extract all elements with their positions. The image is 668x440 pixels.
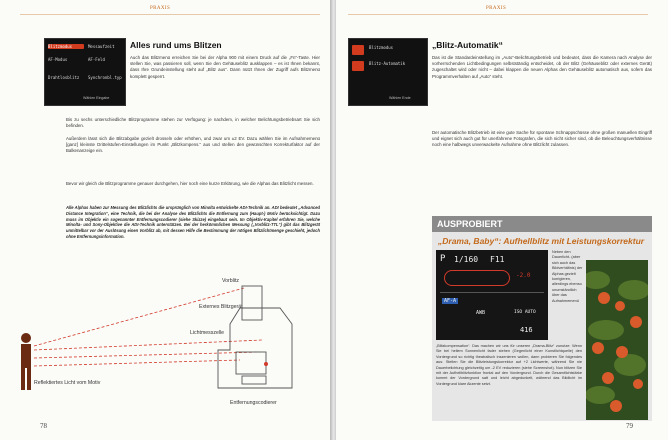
diagram-label: Reflektiertes Licht vom Motiv	[34, 380, 101, 386]
camera-shots: 416	[520, 326, 533, 334]
diagram-label: Externes Blitzgerät	[199, 304, 243, 310]
camera-mode: P	[440, 254, 446, 264]
menu-item: Drahtlosblitz	[48, 75, 80, 80]
section-heading: „Blitz-Automatik“	[432, 40, 503, 50]
tip-box	[432, 216, 652, 421]
menu-title: Blitzmodus	[369, 45, 394, 50]
diagram-label: Lichtmesszelle	[190, 330, 225, 336]
ev-scale-highlight	[444, 270, 510, 286]
menu-item: AF-Feld	[88, 57, 105, 62]
body-paragraph: Außerdem lässt sich die Blitzabgabe gezielt drosseln oder erhöhen, und zwar um ±2 EV. Dazu wählen Sie im Aufnahmemenü [ganz] kleinste Drittelstufen-Einstellungen im Punkt „Blitzkompens.“ aus und stellen den gewünschten Korrekturfaktor auf der Balkenanzeige ein.	[66, 136, 320, 154]
diagram-label: Vorblitz	[222, 278, 240, 284]
camera-aperture: F11	[490, 255, 505, 264]
page-number: 79	[626, 422, 633, 430]
tip-box-header	[432, 216, 652, 232]
menu-option: Blitz-Automatik	[369, 61, 406, 66]
info-paragraph: Alle Alphas haben zur Messung des Blitzlichts die ursprünglich von Minolta entwickelte ADI-Technik an. ADI bedeutet „Advanced Distance Integration“, eine Technik, die bei der Analyse des Blitzlichts die Entfernung zum (Haupt-) Motiv berücksichtigt. Dazu muss im Objektiv ein sogenannter Entfernungscodierer (siehe Skizze) eingebaut sein. Im Objektiv-Kapitel erfahren Sie, welche Minolta- und Sony-Objektive die ADI-Technik unterstützen. Bei der herkömmlichen Messung („Vorblitz-TTL“) gibt das Blitzgerät unmittelbar vor der Auslösung einen Vorblitz ab, mit dessen Hilfe die Bestimmung der nötigen Blitzlichtmenge geschieht, jedoch ohne Entfernungsinformation.	[66, 205, 320, 239]
header-rule	[20, 14, 320, 15]
page-number: 78	[40, 422, 47, 430]
menu-item: AF-Modus	[48, 57, 68, 62]
diagram-label: Entfernungscodierer	[230, 400, 277, 406]
menu-item: Blitzmodus	[48, 44, 84, 49]
adi-diagram	[4, 268, 328, 418]
flash-menu-screenshot	[44, 38, 126, 106]
tip-box-title: „Drama, Baby“: Aufhellblitz mit Leistungskorrektur	[438, 236, 645, 246]
body-paragraph: Der automatische Blitzbetrieb ist eine gute Sache für spontane Schnappschüsse ohne großen manuellen Eingriff und eignet sich auch gut für unerfahrene Fotografen, die sich nicht sicher sind, ob die Beleuchtungsverhältnisse noch eine halbwegs unverwackelte Aufnahme ohne Blitzlicht zulassen.	[432, 130, 652, 148]
header-rule	[348, 14, 648, 15]
menu-item: Messaufzeit	[88, 44, 115, 49]
body-paragraph: Auch das Blitzmenü erreichen Sie bei der Alpha 900 mit einem Druck auf die „Fn“-Taste. Hier stellen Sie, was passieren soll, wenn Sie den Gehäuseblitz ausklappen – es ist Ihnen bekannt, dass Ihre Grundeinstellung steht auf „Blitz aus“. Dann nützt Ihnen der Zugriff aufs Blitzmenü komplett gesperrt.	[130, 55, 320, 79]
flash-mode-icon	[352, 45, 364, 55]
running-head: PRAXIS	[150, 6, 171, 11]
box-side-text: Neben den Dauerlicht- (aber sich auch das Bildverhältnis) der Alphas gezielt korrigieren, allerdings ebenso unumständlich über das Aufnahmemenü	[552, 250, 583, 303]
auto-flash-menu-screenshot	[348, 38, 428, 106]
camera-iso: ISO AUTO	[514, 310, 536, 315]
camera-ev: -2.0	[516, 272, 531, 279]
camera-display-screenshot	[436, 250, 548, 340]
af-mode-icon: AF-A	[444, 298, 457, 304]
body-paragraph: Bis zu sechs unterschiedliche Blitzprogramme stehen zur Verfügung: je nachdem, in welcher Belichtungsbetriebsart Sie sich befinden.	[66, 117, 320, 129]
menu-footer: Wählen Ende	[389, 96, 411, 100]
apple-tree-photo	[586, 260, 648, 420]
body-paragraph: Das ist die Standardeinstellung im „Auto“-Belichtungsbetrieb und bedeutet, dass die Kamera nach Analyse der vorherrschenden Lichtbedingungen selbstständig entscheidet, ob der Blitz (Gehäuseblitz oder externes Gerät) zugeschaltet wird oder nicht – dabei klappen die neuen Alphas den Gehäuseblitz automatisch aus, sofern das Programmverhalten auf „Auto“ steht.	[432, 55, 652, 79]
menu-footer: Wählen Eingabe	[83, 96, 110, 100]
tip-box-label: AUSPROBIERT	[437, 219, 503, 229]
menu-item: Synchronbl.typ	[88, 75, 122, 80]
right-page	[336, 0, 668, 440]
running-head: PRAXIS	[486, 6, 507, 11]
camera-shutter: 1/160	[454, 255, 479, 264]
flash-auto-icon	[352, 61, 364, 71]
body-paragraph: Bevor wir gleich die Blitzprogramme genauer durchgehen, hier noch eine kurze Erklärung, wie die Alphas das Blitzlicht messen.	[66, 181, 314, 186]
left-page	[0, 0, 332, 440]
wb-indicator: AWB	[476, 310, 486, 316]
box-body-text: „Blitzkompensation“. Das machen wir uns für unseren „Drama-Blitz“ zunutze: Wenn Sie bei hellem Sonnenlicht fader stehen (Gegenlicht einer Kunstlichtquelle) den Vordergrund so richtig theatralisch inszenieren wollen, dann probieren Sie folgendes aus: Stellen Sie die Blitzleistungskorrektur auf +2 Lichtwerte, während Sie nie Dauerbelichtung gleichzeitig um -2 EV reduzieren (siehe Screenshot). Nun blitzen Sie mit der Aufhellblitzfunktion frontal auf den Vordergrund. Durch die Gesamtlichtstärke kommt der Vordergrund satt und leicht abgedunkelt, während das Bildlicht im Vordergrund klare Akzente setzt.	[436, 344, 582, 386]
section-heading: Alles rund ums Blitzen	[130, 40, 222, 50]
